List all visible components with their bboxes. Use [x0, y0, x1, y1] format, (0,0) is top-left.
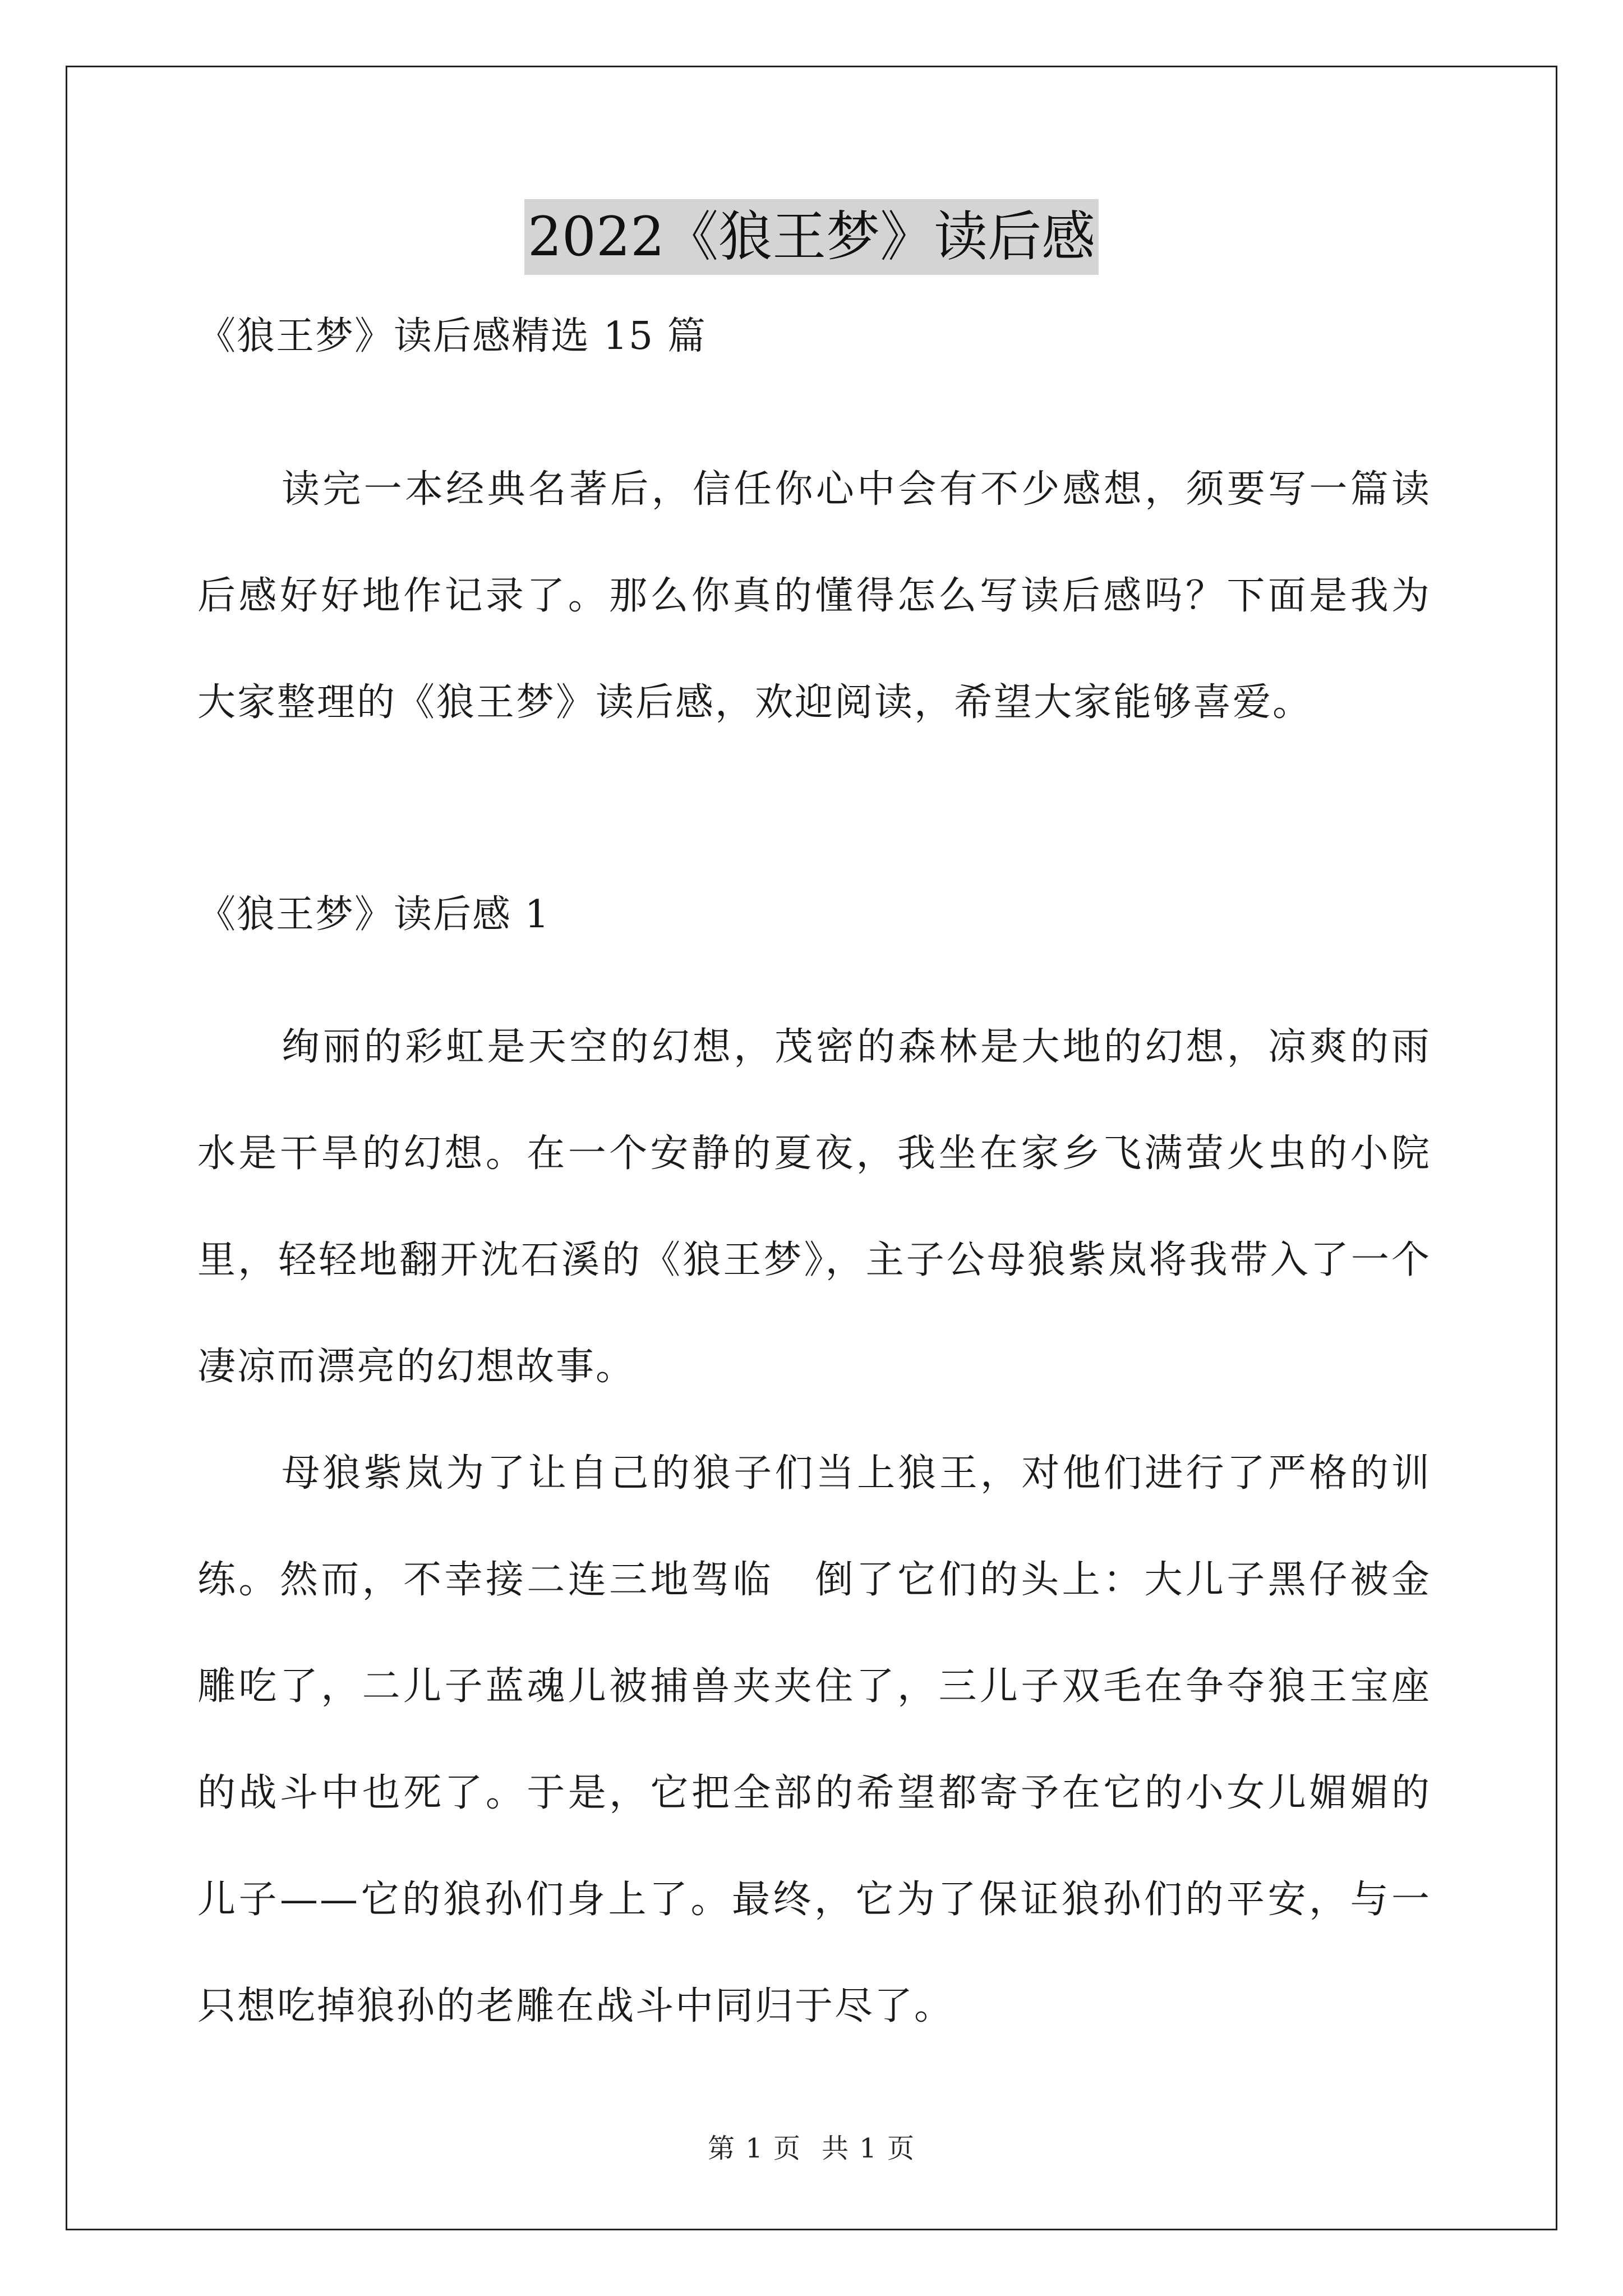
paragraph-2: 母狼紫岚为了让自己的狼子们当上狼王，对他们进行了严格的训练。然而，不幸接二连三地驾临 倒了它们的头上：大儿子黑仔被金雕吃了，二儿子蓝魂儿被捕兽夹夹住了，三儿子双毛在争夺狼王宝座的战斗中也死了。于是，它把全部的希望都寄予在它的小女儿媚媚的儿子——它的狼孙们身上了。最终，它为了保证狼孙们的平安，与一只想吃掉狼孙的老雕在战斗中同归于尽了。	[197, 1451, 1431, 2028]
page-number: 第 1 页	[707, 2133, 801, 2164]
total-pages: 共 1 页	[822, 2133, 916, 2164]
section-heading: 《狼王梦》读后感 1	[197, 892, 550, 937]
document-subtitle: 《狼王梦》读后感精选 15 篇	[197, 314, 707, 358]
document-title: 2022《狼王梦》读后感	[524, 199, 1099, 275]
page-footer	[0, 2132, 1623, 2165]
title-container	[0, 199, 1623, 275]
intro-paragraph: 读完一本经典名著后，信任你心中会有不少感想，须要写一篇读后感好好地作记录了。那么你真的懂得怎么写读后感吗？下面是我为大家整理的《狼王梦》读后感，欢迎阅读，希望大家能够喜爱。	[197, 467, 1431, 725]
paragraph-1: 绚丽的彩虹是天空的幻想，茂密的森林是大地的幻想，凉爽的雨水是干旱的幻想。在一个安静的夏夜，我坐在家乡飞满萤火虫的小院里，轻轻地翻开沈石溪的《狼王梦》，主子公母狼紫岚将我带入了一个凄凉而漂亮的幻想故事。	[197, 1025, 1431, 1389]
